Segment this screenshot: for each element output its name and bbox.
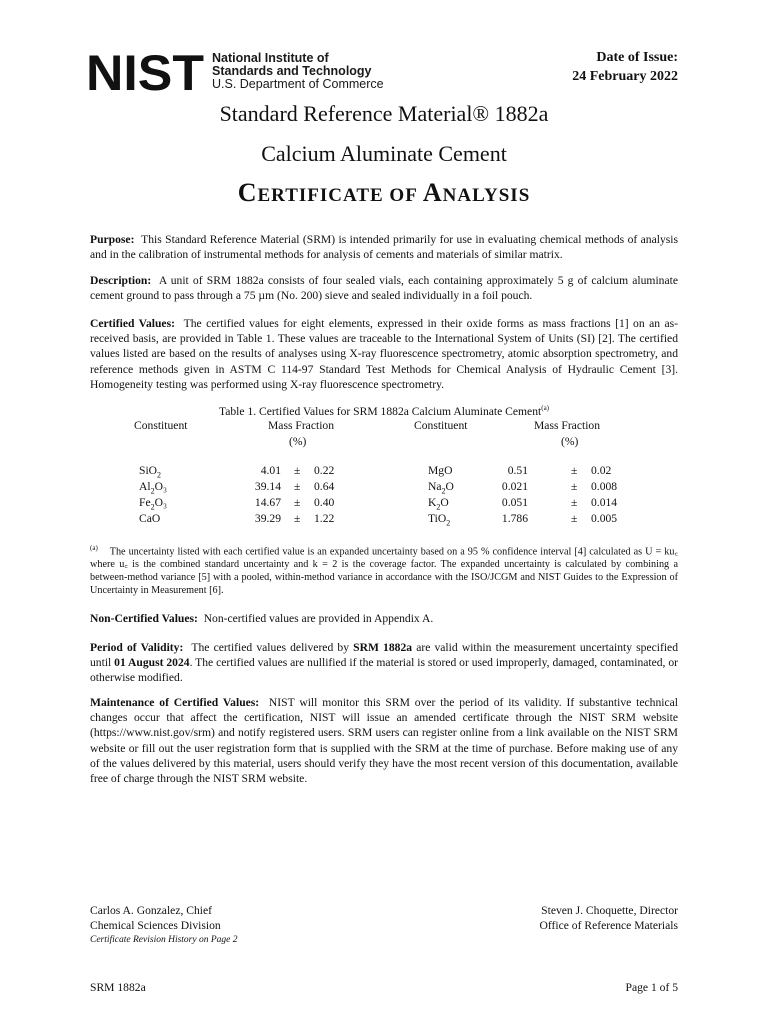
certificate-title	[0, 178, 768, 208]
issue-label: Date of Issue:	[596, 50, 678, 65]
purpose-text: This Standard Reference Material (SRM) is intended primarily for use in evaluating chemical methods of analysis and in the calibration of instrumental methods for analysis of cements and materials of similar matrix.	[90, 233, 678, 262]
title-part-2: NALYSIS	[442, 185, 531, 206]
left-constituent-1: $Al_2O_3$	[139, 480, 168, 496]
right-uncertainty-0: 0.02	[591, 464, 612, 477]
footnote-mark: (a)	[90, 544, 98, 552]
right-constituent-3: TiO$_2$	[428, 512, 451, 528]
description-label: Description:	[90, 274, 152, 287]
cap-a: A	[422, 178, 443, 207]
signature-right	[539, 903, 678, 933]
noncertified-text: Non-certified values are provided in Appendix A.	[203, 612, 434, 625]
purpose-label: Purpose:	[90, 233, 135, 246]
left-constituent-3: CaO	[139, 512, 161, 525]
right-signer-name: Steven J. Choquette, Director	[541, 904, 678, 917]
noncertified-label: Non-Certified Values:	[90, 612, 198, 625]
right-uncertainty-3: 0.005	[591, 512, 618, 525]
validity-text-3: . The certified values are nullified if the material is stored or used improperly, damaged, contaminated, or otherwise modified.	[90, 656, 679, 685]
left-value-3: 39.29	[254, 512, 281, 525]
description-paragraph	[90, 273, 678, 303]
left-uncertainty-0: 0.22	[314, 464, 335, 477]
col-unit-left: (%)	[289, 435, 307, 448]
right-pm-3: ±	[571, 512, 578, 525]
right-value-0: 0.51	[507, 464, 528, 477]
org-name	[212, 52, 384, 91]
material-title: Calcium Aluminate Cement	[261, 141, 507, 166]
right-value-3: 1.786	[501, 512, 528, 525]
certified-text: The certified values for eight elements, expressed in their oxide forms as mass fractions [1] on an as-received basis, are provided in Table 1. These values are traceable to the International System of Units (SI) [2]. The certified values listed are based on the results of analyses using X-ray fluorescence spectrometry, atomic absorption spectrometry, and reference methods given in ASTM C 114-97 Standard Test Methods for Chemical Analysis of Hydraulic Cement [3]. Homogeneity testing was performed using X-ray fluorescence spectrometry.	[90, 317, 679, 391]
col-constituent-right: Constituent	[414, 419, 468, 432]
maintenance-text: NIST will monitor this SRM over the period of its validity. If substantive technical changes occur that affect the certification, NIST will issue an amended certificate through the NIST SRM website (https://www.nist.gov/srm) and notify registered users. SRM users can register online from a link available on the NIST SRM website or fill out the user registration form that is supplied with the SRM at the time of purchase. Before making use of any of the values delivered by this material, users should verify they have the most recent version of this documentation, available free of charge through the NIST SRM website.	[90, 696, 678, 786]
footer-srm: SRM 1882a	[90, 981, 146, 994]
revision-history-note: Certificate Revision History on Page 2	[90, 935, 238, 945]
right-value-2: 0.051	[501, 496, 528, 509]
col-mass-right: Mass Fraction	[534, 419, 601, 432]
col-mass-left: Mass Fraction	[268, 419, 335, 432]
title-part-1: ERTIFICATE OF	[257, 185, 423, 206]
noncertified-paragraph	[90, 611, 678, 626]
col-unit-right: (%)	[561, 435, 579, 448]
right-value-1: 0.021	[501, 480, 528, 493]
org-line-2: Standards and Technology	[212, 64, 372, 78]
left-constituent-2: $Fe_2O_3$	[139, 496, 168, 512]
description-text: A unit of SRM 1882a consists of four sealed vials, each containing approximately 5 g of calcium aluminate cement ground to pass through a 75 µm (No. 200) sieve and sealed individually in a foil pouch.	[90, 274, 678, 303]
right-pm-2: ±	[571, 496, 578, 509]
right-uncertainty-1: 0.008	[591, 480, 618, 493]
table-caption	[0, 404, 768, 418]
certified-paragraph	[90, 316, 678, 392]
issue-block	[572, 48, 678, 86]
left-value-1: 39.14	[254, 480, 281, 493]
left-pm-3: ±	[294, 512, 301, 525]
table-caption-note: (a)	[541, 404, 550, 412]
right-constituent-0: MgO	[428, 464, 453, 477]
table-caption-text: Table 1. Certified Values for SRM 1882a Calcium Aluminate Cement	[218, 404, 542, 418]
right-constituent-1: $Na_2O$	[428, 480, 454, 496]
left-uncertainty-1: 0.64	[314, 480, 335, 493]
certified-label: Certified Values:	[90, 317, 175, 330]
purpose-paragraph	[90, 232, 678, 262]
right-constituent-2: $K_2O$	[428, 496, 449, 512]
left-pm-0: ±	[294, 464, 301, 477]
validity-text-1: The certified values delivered by	[191, 641, 354, 654]
svg-text:NIST: NIST	[86, 50, 204, 96]
right-uncertainty-2: 0.014	[591, 496, 618, 509]
maintenance-label: Maintenance of Certified Values:	[90, 696, 260, 709]
signature-left	[90, 903, 238, 948]
footnote	[90, 542, 678, 597]
footnote-text: The uncertainty listed with each certified value is an expanded uncertainty based on a 95 % confidence interval [4] calculated as U = ku꜀ where u꜀ is the combined standard uncertainty and k = 2 is the coverage factor. The expanded uncertainty is calculated by combining a between-method variance [5] with a pooled, within-method variance in accordance with the ISO/JCGM and NIST Guides to the Expression of Uncertainty in Measurement [6].	[90, 546, 678, 597]
left-value-0: 4.01	[260, 464, 281, 477]
cap-c: C	[237, 178, 258, 207]
left-value-2: 14.67	[254, 496, 281, 509]
left-signer-division: Chemical Sciences Division	[90, 919, 221, 932]
validity-date: 01 August 2024	[114, 656, 190, 670]
org-line-1: National Institute of	[212, 51, 329, 65]
left-pm-1: ±	[294, 480, 301, 493]
left-uncertainty-3: 1.22	[314, 512, 335, 525]
maintenance-paragraph	[90, 695, 678, 786]
left-constituent-0: SiO$_2$	[139, 464, 162, 480]
validity-label: Period of Validity:	[90, 641, 184, 654]
validity-text-2: are valid within the measurement uncertainty specified until	[90, 641, 678, 670]
validity-paragraph	[90, 640, 678, 686]
left-signer-name: Carlos A. Gonzalez, Chief	[90, 904, 213, 917]
srm-title: Standard Reference Material® 1882a	[219, 101, 549, 126]
validity-srm: SRM 1882a	[353, 641, 413, 654]
org-line-3: U.S. Department of Commerce	[212, 77, 384, 91]
left-uncertainty-2: 0.40	[314, 496, 335, 509]
left-pm-2: ±	[294, 496, 301, 509]
right-pm-0: ±	[571, 464, 578, 477]
col-constituent-left: Constituent	[134, 419, 188, 432]
right-signer-division: Office of Reference Materials	[539, 919, 678, 932]
right-pm-1: ±	[571, 480, 578, 493]
issue-date: 24 February 2022	[572, 69, 678, 84]
footer-page-number: Page 1 of 5	[625, 981, 678, 994]
